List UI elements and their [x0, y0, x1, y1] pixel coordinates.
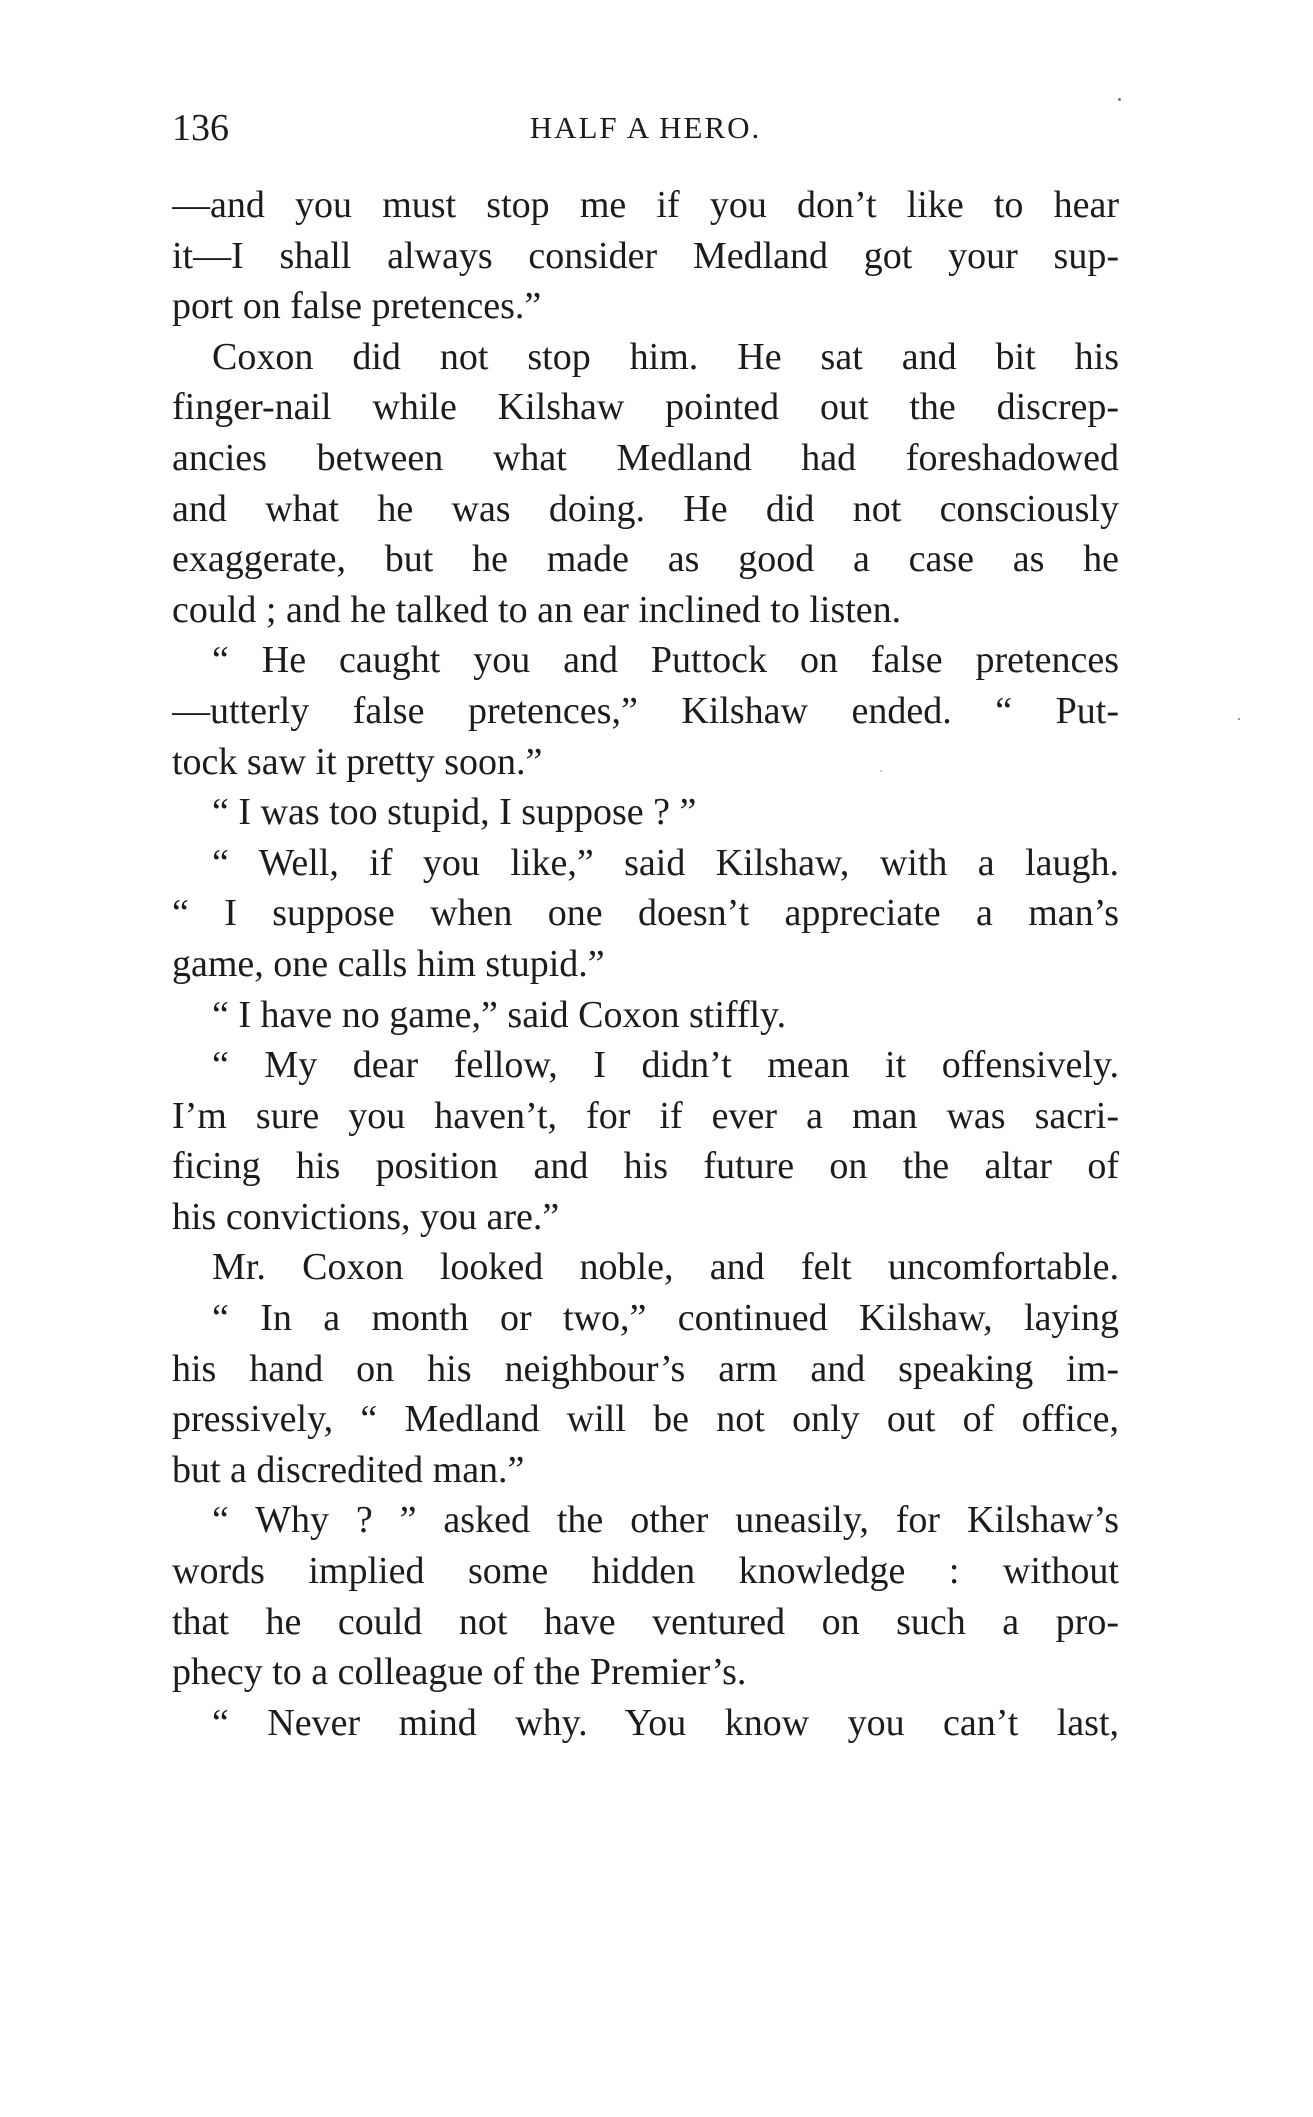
text-line: “ In a month or two,” continued Kilshaw, laying: [212, 1297, 1119, 1340]
page-number: 136: [172, 107, 229, 149]
running-head: [172, 104, 1119, 152]
text-line: it—I shall always consider Medland got your sup-: [172, 234, 1119, 277]
text-line: pressively, “ Medland will be not only out of office,: [172, 1398, 1119, 1441]
text-line: “ He caught you and Puttock on false pretences: [212, 639, 1119, 682]
text-line: phecy to a colleague of the Premier’s.: [172, 1651, 747, 1694]
text-line: his hand on his neighbour’s arm and speaking im-: [172, 1347, 1119, 1390]
text-line: Mr. Coxon looked noble, and felt uncomfortable.: [212, 1246, 1119, 1289]
text-line: “ Why ? ” asked the other uneasily, for Kilshaw’s: [212, 1499, 1119, 1542]
text-line: and what he was doing. He did not consciously: [172, 487, 1119, 530]
text-line: his convictions, you are.”: [172, 1195, 560, 1238]
text-line: words implied some hidden knowledge : without: [172, 1550, 1119, 1593]
text-line: game, one calls him stupid.”: [172, 942, 605, 985]
text-line: “ I suppose when one doesn’t appreciate a man’s: [172, 892, 1119, 935]
text-line: tock saw it pretty soon.”: [172, 740, 543, 783]
text-line: “ Well, if you like,” said Kilshaw, with a laugh.: [212, 841, 1119, 884]
text-line: “ Never mind why. You know you can’t last,: [212, 1701, 1119, 1744]
paper-speck: [880, 770, 882, 772]
paper-speck: [1118, 98, 1121, 101]
text-line: “ My dear fellow, I didn’t mean it offensively.: [212, 1044, 1119, 1087]
body-text: [172, 180, 1119, 1748]
text-line: port on false pretences.”: [172, 285, 542, 328]
text-line: ficing his position and his future on the altar of: [172, 1145, 1119, 1188]
text-line: I’m sure you haven’t, for if ever a man was sacri-: [172, 1094, 1119, 1137]
text-line: —and you must stop me if you don’t like to hear: [172, 184, 1119, 226]
text-line: finger-nail while Kilshaw pointed out the discrep-: [172, 386, 1119, 429]
running-title: HALF A HERO.: [529, 110, 762, 145]
text-line: but a discredited man.”: [172, 1448, 525, 1491]
text-line: “ I was too stupid, I suppose ? ”: [212, 791, 697, 834]
text-line: could ; and he talked to an ear inclined to listen.: [172, 588, 902, 631]
text-line: that he could not have ventured on such a pro-: [172, 1600, 1119, 1643]
text-line: “ I have no game,” said Coxon stiffly.: [212, 993, 787, 1036]
paper-speck: [1238, 718, 1240, 720]
text-line: —utterly false pretences,” Kilshaw ended. “ Put-: [172, 689, 1119, 732]
text-line: Coxon did not stop him. He sat and bit his: [212, 335, 1119, 378]
text-line: ancies between what Medland had foreshadowed: [172, 436, 1119, 479]
text-line: exaggerate, but he made as good a case as he: [172, 538, 1119, 581]
